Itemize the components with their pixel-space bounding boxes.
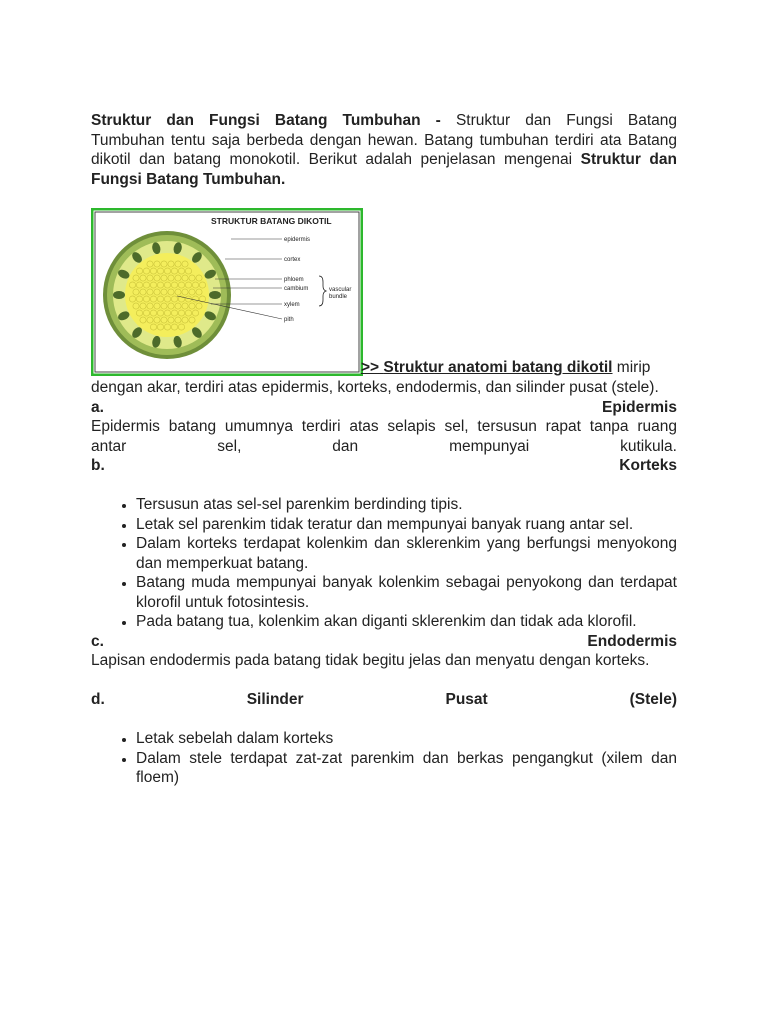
label-pith: pith — [284, 317, 294, 323]
vascular-bundle — [209, 291, 221, 299]
intro-line-3 — [91, 150, 677, 170]
figure-caption — [361, 358, 650, 378]
endodermis-line-1: Lapisan endodermis pada batang tidak begitu jelas dan menyatu dengan korteks. — [91, 652, 650, 669]
list-item: • Letak sebelah dalam korteks — [136, 729, 677, 749]
list-item: • Tersusun atas sel-sel parenkim berdinding tipis. — [136, 495, 677, 515]
korteks-list — [91, 495, 677, 632]
spacer — [91, 476, 677, 496]
label-xylem: xylem — [284, 302, 300, 308]
pith — [125, 253, 209, 337]
stem-diagram — [91, 208, 363, 376]
intro-line1-text: Struktur dan Fungsi Batang — [455, 112, 677, 129]
list-item: • Pada batang tua, kolenkim akan diganti sklerenkim dan tidak ada klorofil. — [136, 612, 677, 632]
heading-stele — [91, 690, 677, 710]
article-body — [91, 111, 677, 788]
heading-d-letter: d. — [91, 691, 105, 708]
epidermis-line-1: Epidermis batang umumnya terdiri atas selapis sel, tersusun rapat tanpa ruang — [91, 418, 677, 435]
list-item: • Dalam korteks terdapat kolenkim dan sklerenkim yang berfungsi menyokong dan memperkuat batang. — [136, 534, 677, 573]
intro-line-2: Tumbuhan tentu saja berbeda dengan hewan. Batang tumbuhan terdiri ata Batang — [91, 131, 677, 149]
vascular-bundle — [113, 291, 125, 299]
epidermis-line-2: antar sel, dan mempunyai kutikula. — [91, 437, 677, 455]
heading-b-title: Korteks — [619, 457, 677, 474]
heading-c-letter: c. — [91, 632, 104, 650]
caption-link-text: Struktur anatomi batang dikotil — [383, 359, 613, 376]
label-cambium: cambium — [284, 286, 309, 292]
heading-c-title: Endodermis — [587, 632, 677, 650]
spacer — [91, 671, 677, 691]
list-item: • Letak sel parenkim tidak teratur dan mempunyai banyak ruang antar sel. — [136, 515, 677, 535]
figure-row — [91, 208, 677, 378]
heading-a-title: Epidermis — [602, 398, 677, 416]
label-bundle: bundle — [329, 294, 348, 300]
intro-title: Struktur dan Fungsi Batang Tumbuhan - — [91, 112, 441, 129]
diagram-title: STRUKTUR BATANG DIKOTIL — [211, 216, 332, 226]
list-item: • Batang muda mempunyai banyak kolenkim sebagai penyokong dan terdapat klorofil untuk fotosintesis. — [136, 573, 677, 612]
heading-b-letter: b. — [91, 457, 105, 474]
label-cortex: cortex — [284, 257, 301, 263]
heading-a-letter: a. — [91, 398, 104, 416]
stem-cross-section — [103, 231, 231, 359]
heading-korteks — [91, 456, 677, 476]
heading-d-word-1: Silinder — [246, 691, 304, 708]
stele-list — [91, 729, 677, 788]
heading-d-word-2: Pusat — [445, 691, 488, 708]
label-epidermis: epidermis — [284, 237, 311, 243]
intro-line-1 — [91, 111, 677, 131]
label-phloem: phloem — [284, 277, 304, 283]
heading-epidermis — [91, 398, 677, 418]
caption-line-2: dengan akar, terdiri atas epidermis, korteks, endodermis, dan silinder pusat (stele). — [91, 379, 659, 396]
intro-line3-text: dikotil dan batang monokotil. Berikut adalah penjelasan mengenai — [91, 151, 573, 168]
heading-endodermis — [91, 632, 677, 652]
spacer — [91, 710, 677, 730]
caption-link[interactable] — [361, 359, 613, 376]
caption-prefix: >> — [361, 359, 384, 376]
caption-rest: mirip — [612, 359, 651, 376]
intro-line-4 — [91, 170, 677, 190]
list-item: • Dalam stele terdapat zat-zat parenkim dan berkas pengangkut (xilem dan floem) — [136, 749, 677, 788]
intro-line4-bold: Fungsi Batang Tumbuhan. — [91, 170, 286, 188]
label-vascular: vascular — [329, 287, 352, 293]
intro-line3-bold: Struktur dan — [580, 151, 677, 168]
heading-d-word-3: (Stele) — [629, 691, 677, 708]
